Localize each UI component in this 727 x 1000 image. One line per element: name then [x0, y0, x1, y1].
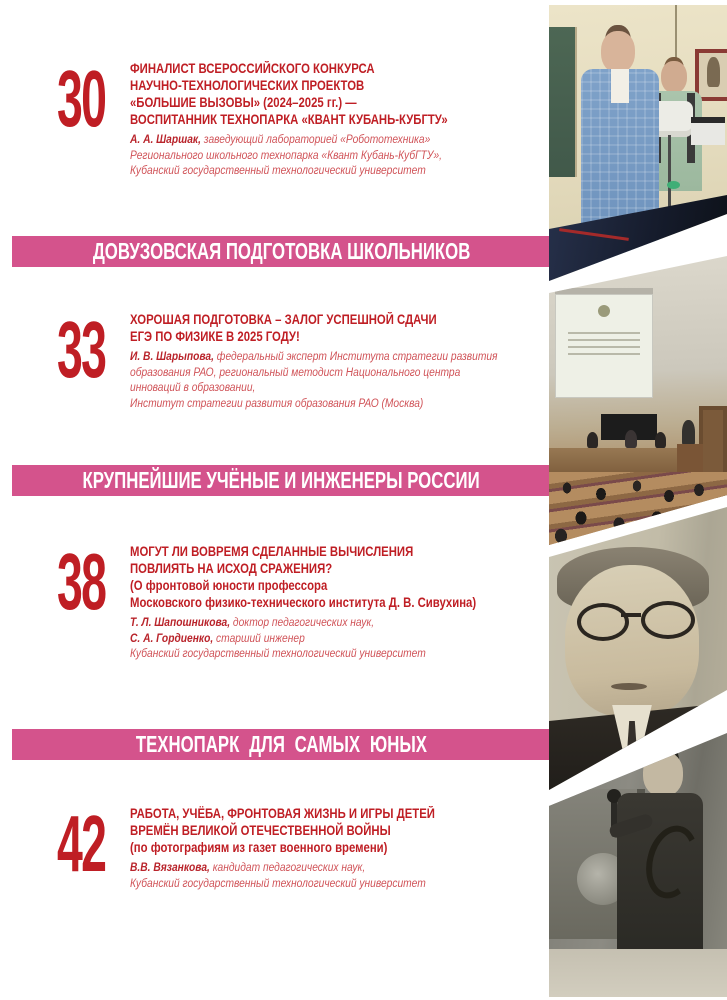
screen-emblem: [598, 305, 610, 317]
author-line: [130, 132, 550, 148]
title-line: ФИНАЛИСТ ВСЕРОССИЙСКОГО КОНКУРСА: [130, 61, 375, 76]
section-bar-scientists: [12, 465, 551, 496]
subtitle-line: (по фотографиям из газет военного времени): [130, 840, 388, 855]
article-title: [130, 543, 550, 611]
page-number: 30: [57, 54, 106, 143]
photo-strip: [549, 0, 727, 1000]
author-role: доктор педагогических наук,: [230, 615, 375, 629]
title-line: ПОВЛИЯТЬ НА ИСХОД СРАЖЕНИЯ?: [130, 561, 333, 576]
boy-head: [643, 751, 683, 797]
author-name: В.В. Вязанкова,: [130, 860, 210, 874]
robot-device: [691, 117, 725, 145]
title-line: ВОСПИТАННИК ТЕХНОПАРКА «КВАНТ КУБАНЬ-КУБГТУ»: [130, 112, 448, 127]
subtitle-line: (О фронтовой юности профессора: [130, 578, 328, 593]
page-number: 38: [57, 537, 106, 626]
speaker-figure: [587, 432, 598, 448]
speaker-figure: [625, 430, 637, 448]
article-title: [130, 60, 550, 128]
title-line: ЕГЭ ПО ФИЗИКЕ В 2025 ГОДУ!: [130, 329, 300, 344]
subtitle-line: Московского физико-технического института Д. В. Сивухина): [130, 595, 477, 610]
title-line: НАУЧНО-ТЕХНОЛОГИЧЕСКИХ ПРОЕКТОВ: [130, 78, 365, 93]
author-line: [130, 860, 550, 876]
section-bar-preparation: [12, 236, 551, 267]
portrait-face: [565, 565, 699, 717]
article-authors: [130, 615, 550, 662]
section-bar-label: КРУПНЕЙШИЕ УЧЁНЫЕ И ИНЖЕНЕРЫ РОССИИ: [82, 467, 481, 493]
title-line: «БОЛЬШИЕ ВЫЗОВЫ» (2024–2025 гг.) —: [130, 95, 357, 110]
author-name: А. А. Шаршак,: [130, 132, 201, 146]
robot-stand: [668, 135, 671, 211]
student-head: [601, 31, 635, 73]
chalkboard: [549, 27, 577, 177]
projection-screen: [555, 294, 653, 398]
author-role: старший инженер: [213, 630, 305, 645]
title-line: МОГУТ ЛИ ВОВРЕМЯ СДЕЛАННЫЕ ВЫЧИСЛЕНИЯ: [130, 544, 414, 559]
article-authors: [130, 349, 550, 411]
affiliation-line: образования РАО, региональный методист Национального центра: [130, 364, 461, 379]
author-line: [130, 349, 550, 365]
article-authors: [130, 860, 550, 891]
affiliation-line: Регионального школьного технопарка «Квант Кубань-КубГТУ»,: [130, 147, 442, 162]
section-bar-label: ДОВУЗОВСКАЯ ПОДГОТОВКА ШКОЛЬНИКОВ: [92, 238, 471, 264]
screen-text-lines: [568, 329, 640, 355]
author-name: С. А. Гордиенко,: [130, 630, 214, 645]
portrait-mouth: [611, 683, 647, 690]
affiliation-line: Институт стратегии развития образования РАО (Москва): [130, 395, 424, 410]
title-line: РАБОТА, УЧЁБА, ФРОНТОВАЯ ЖИЗНЬ И ИГРЫ ДЕТЕЙ: [130, 806, 435, 821]
affiliation-line: Кубанский государственный технологический университет: [130, 646, 426, 660]
page-number: 33: [57, 305, 106, 394]
student-shirt: [611, 69, 629, 103]
page-number: 42: [57, 799, 106, 888]
presidium-desk: [549, 448, 697, 472]
author-line: [130, 615, 550, 631]
glasses-lens: [577, 603, 629, 641]
section-bar-technopark: [12, 729, 551, 760]
robot-suction-cup: [667, 181, 680, 189]
workshop-floor: [549, 949, 727, 997]
article-authors: [130, 132, 550, 179]
student-head: [661, 61, 687, 93]
section-bar-label: ТЕХНОПАРК ДЛЯ САМЫХ ЮНЫХ: [135, 731, 428, 757]
speaker-figure: [655, 432, 666, 448]
author-role: заведующий лабораторией «Робототехника»: [200, 132, 431, 146]
title-line: ХОРОШАЯ ПОДГОТОВКА – ЗАЛОГ УСПЕШНОЙ СДАЧИ: [130, 312, 437, 327]
wall-portrait-figure: [707, 57, 720, 87]
title-line: ВРЕМЁН ВЕЛИКОЙ ОТЕЧЕСТВЕННОЙ ВОЙНЫ: [130, 823, 391, 838]
wall-portrait-frame: [695, 49, 727, 101]
author-role: кандидат педагогических наук,: [209, 860, 366, 874]
glasses-lens: [641, 601, 695, 639]
affiliation-line: Кубанский государственный технологический университет: [130, 163, 426, 177]
lecturer-figure: [682, 420, 695, 446]
photo-lecture-hall: [549, 256, 727, 545]
article-title: [130, 311, 550, 345]
photo-classroom-robot: [549, 5, 727, 281]
author-role: федеральный эксперт Института стратегии развития: [213, 349, 498, 363]
article-title: [130, 805, 550, 856]
author-name: И. В. Шарыпова,: [130, 349, 214, 363]
author-name: Т. Л. Шапошникова,: [130, 615, 231, 629]
affiliation-line: Кубанский государственный технологический университет: [130, 875, 426, 890]
author-line: [130, 631, 550, 647]
affiliation-line: инноваций в образовании,: [130, 380, 256, 394]
glasses-bridge: [621, 613, 641, 617]
